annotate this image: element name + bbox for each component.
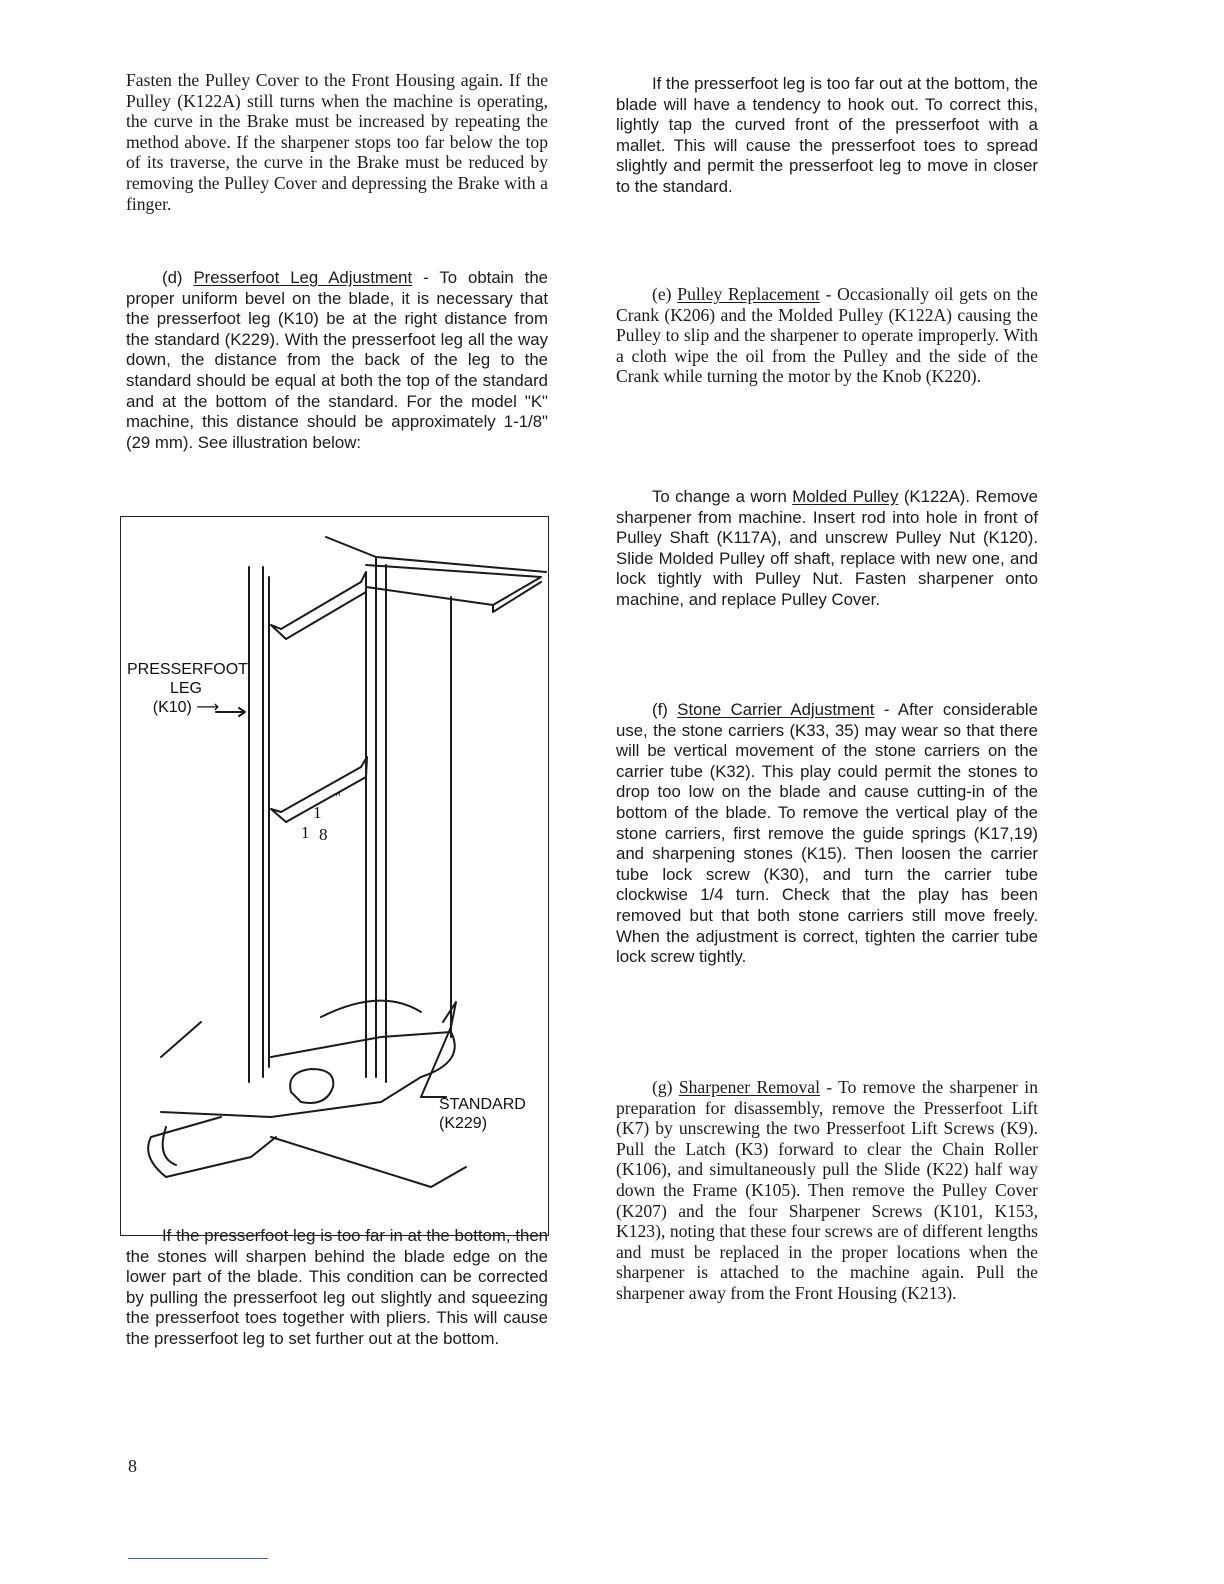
page-number: 8 xyxy=(128,1456,137,1476)
section-d-paragraph xyxy=(126,268,548,508)
continued-paragraph: Fasten the Pulley Cover to the Front Housing again. If the Pulley (K122A) still turns when the machine is operating, the curve in the Brake must be increased by repeating the method above. If the sharpener stops too far below the top of its traverse, the curve in the Brake must be reduced by removing the Pulley Cover and depressing the Brake with a finger. xyxy=(126,70,548,214)
fraction-whole: 1 xyxy=(301,823,310,842)
label-standard: STANDARD (K229) xyxy=(439,1096,526,1132)
section-e-body: - Occasionally oil gets on the Crank (K206) and the Molded Pulley (K122A) causing the Pulley to slip and the sharpener to operate improperly. With a cloth wipe the oil from the Pulley and the side of the Crank while turning the motor by the Knob (K220). xyxy=(616,284,1038,387)
section-g-paragraph xyxy=(616,1077,1038,1397)
too-far-in-paragraph xyxy=(126,1226,548,1391)
section-g-prefix: (g) xyxy=(652,1077,679,1097)
presserfoot-illustration xyxy=(120,516,549,1236)
section-d-body: - To obtain the proper uniform bevel on the blade, it is necessary that the presserfoot leg (K10) be at the right distance from the standard (K229). With the presserfoot leg all the way down, the distance from the back of the leg to the standard should be equal at both the top of the standard and at the bottom of the standard. For the model "K" machine, this distance should be approximately 1-1/8"(29 mm). See illustration below: xyxy=(126,268,548,452)
fraction-denominator: 8 xyxy=(319,825,328,844)
section-f-body: - After considerable use, the stone carriers (K33, 35) may wear so that there will be vertical movement of the stone carriers on the carrier tube (K32). This play could permit the stones to drop too low on the blade and cause cutting-in of the bottom of the blade. To remove the vertical play of the stone carriers, first remove the guide springs (K17,19) and sharpening stones (K15). Then loosen the carrier tube lock screw (K30), and turn the carrier tube clockwise 1/4 turn. Check that the play has been removed but that both stone carriers still move freely. When the adjustment is correct, tighten the carrier tube lock screw tightly. xyxy=(616,700,1038,967)
section-e-prefix: (e) xyxy=(652,284,678,304)
section-g-body: - To remove the sharpener in preparation for disassembly, remove the Presserfoot Lift (K7) by unscrewing the two Presserfoot Lift Screws (K9). Pull the Latch (K3) forward to clear the Chain Roller (K106), and simultaneously pull the Slide (K22) half way down the Frame (K105). Then remove the Pulley Cover (K207) and the four Sharpener Screws (K101, K153, K123), noting that these four screws are of different lengths and must be replaced in the proper locations when the sharpener is attached to the machine again. Pull the sharpener away from the Front Housing (K213). xyxy=(616,1077,1038,1303)
section-e-paragraph xyxy=(616,284,1038,424)
too-far-out-paragraph xyxy=(616,74,1038,224)
too-far-out-text: If the presserfoot leg is too far out at the bottom, the blade will have a tendency to hook out. To correct this, lightly tap the curved front of the presserfoot with a mallet. This will cause the presserfoot toes to spread slightly and permit the presserfoot leg to move in closer to the standard. xyxy=(616,74,1038,196)
molded-pulley-paragraph xyxy=(616,487,1038,637)
section-f-heading: Stone Carrier Adjustment xyxy=(677,700,875,719)
molded-pulley-body: (K122A). Remove sharpener from machine. Insert rod into hole in front of Pulley Shaft (K117A), and unscrew Pulley Nut (K120). Slide Molded Pulley off shaft, replace with new one, and lock tightly with Pulley Nut. Fasten sharpener onto machine, and replace Pulley Cover. xyxy=(616,487,1038,609)
too-far-in-text: If the presserfoot leg is too far in at the bottom, then the stones will sharpen behind the blade edge on the lower part of the blade. This condition can be corrected by pulling the presserfoot leg out slightly and squeezing the presserfoot toes together with pliers. This will cause the presserfoot leg to set further out at the bottom. xyxy=(126,1226,548,1348)
section-f-prefix: (f) xyxy=(652,700,678,719)
label-presserfoot-leg: PRESSERFOOT LEG (K10) ⟶ xyxy=(127,661,248,716)
section-d-prefix: (d) xyxy=(162,268,194,287)
molded-pulley-prefix: To change a worn xyxy=(652,487,793,506)
section-g-heading: Sharpener Removal xyxy=(678,1077,820,1097)
section-d-heading: Presserfoot Leg Adjustment xyxy=(193,268,413,287)
inch-mark: " xyxy=(335,791,341,806)
molded-pulley-heading: Molded Pulley xyxy=(792,487,899,506)
section-f-paragraph xyxy=(616,700,1038,1020)
fraction-numerator: 1 xyxy=(313,803,322,822)
footer-rule xyxy=(128,1558,268,1559)
section-e-heading: Pulley Replacement xyxy=(677,284,820,304)
